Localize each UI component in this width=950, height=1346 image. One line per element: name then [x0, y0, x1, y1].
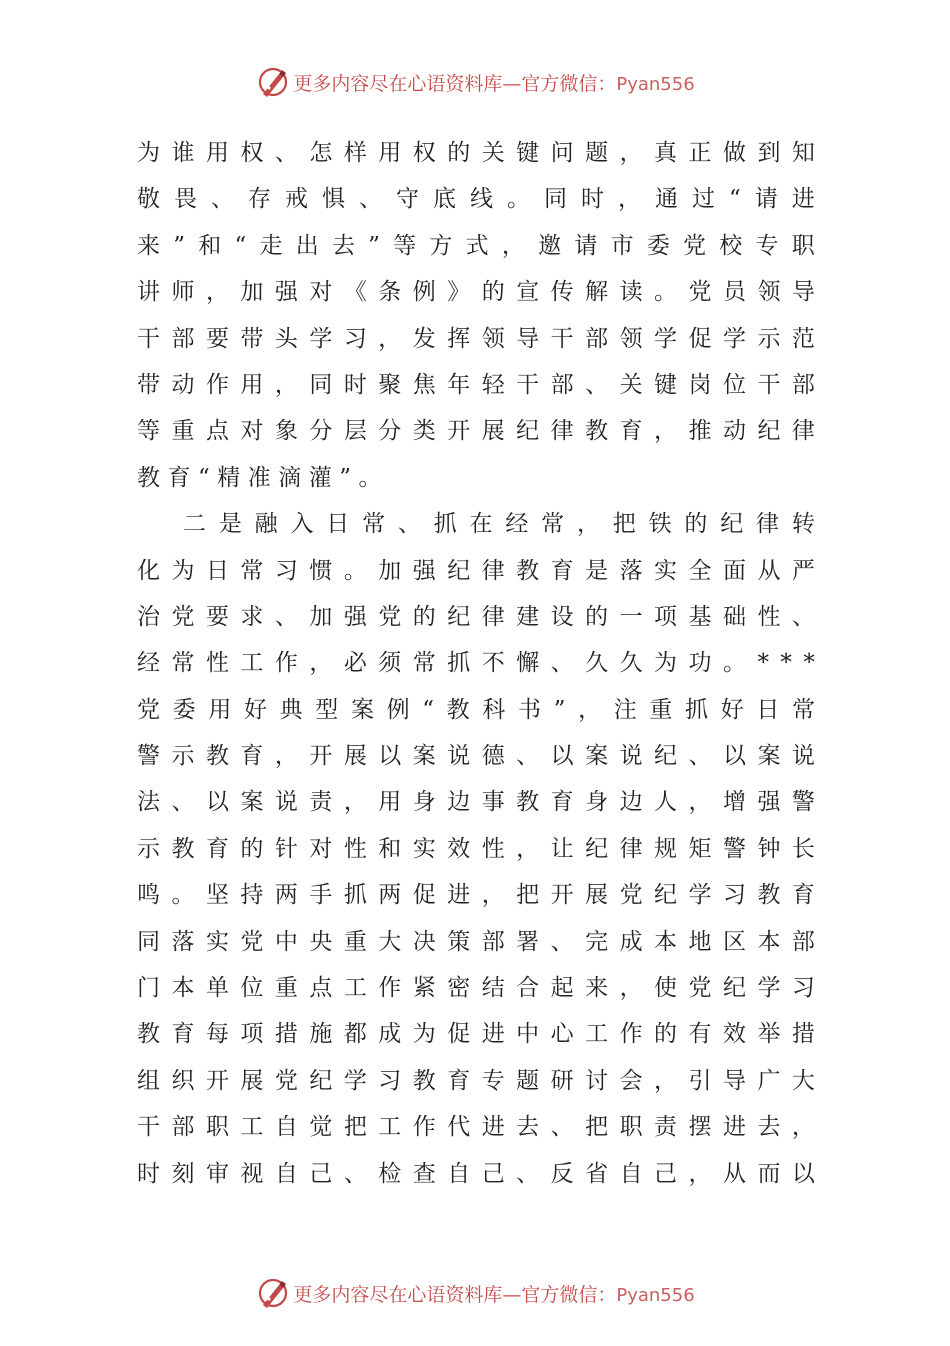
pen-logo-icon [255, 1275, 291, 1311]
text-line: 化 为 日 常 习 惯 。 加 强 纪 律 教 育 是 落 实 全 面 从 严 [137, 557, 815, 584]
text-line: 门 本 单 位 重 点 工 作 紧 密 结 合 起 来 ， 使 党 纪 学 习 [137, 975, 815, 1002]
footer-watermark-banner [0, 1273, 950, 1313]
banner-text: 更多内容尽在心语资料库—官方微信：Pyan556 [293, 72, 695, 95]
text-line: 敬 畏 、 存 戒 惧 、 守 底 线 。 同 时 ， 通 过 “ 请 进 [137, 186, 815, 213]
text-line: 时 刻 审 视 自 己 、 检 查 自 己 、 反 省 自 己 ， 从 而 以 [137, 1160, 815, 1187]
text-line: 干 部 要 带 头 学 习 ， 发 挥 领 导 干 部 领 学 促 学 示 范 [137, 325, 815, 352]
text-line: 带 动 作 用 ， 同 时 聚 焦 年 轻 干 部 、 关 键 岗 位 干 部 [137, 371, 815, 398]
banner-wechat-id: Pyan556 [616, 1284, 695, 1306]
text-line: 二 是 融 入 日 常 、 抓 在 经 常 ， 把 铁 的 纪 律 转 [183, 511, 815, 538]
text-line: 教育“精准滴灌”。 [137, 464, 390, 491]
text-line: 讲 师 ， 加 强 对 《 条 例 》 的 宣 传 解 读 。 党 员 领 导 [137, 279, 815, 306]
text-line: 鸣 。 坚 持 两 手 抓 两 促 进 ， 把 开 展 党 纪 学 习 教 育 [137, 882, 815, 909]
header-watermark-banner [0, 62, 950, 102]
text-line: 治 党 要 求 、 加 强 党 的 纪 律 建 设 的 一 项 基 础 性 、 [137, 603, 815, 630]
text-line: 干 部 职 工 自 觉 把 工 作 代 进 去 、 把 职 责 摆 进 去 ， [137, 1114, 815, 1141]
banner-wechat-id: Pyan556 [616, 73, 695, 95]
text-line: 同 落 实 党 中 央 重 大 决 策 部 署 、 完 成 本 地 区 本 部 [137, 928, 815, 955]
text-line: 教 育 每 项 措 施 都 成 为 促 进 中 心 工 作 的 有 效 举 措 [137, 1021, 815, 1048]
text-line: 示 教 育 的 针 对 性 和 实 效 性 ， 让 纪 律 规 矩 警 钟 长 [137, 835, 815, 862]
text-line: 经 常 性 工 作 ， 必 须 常 抓 不 懈 、 久 久 为 功 。 * * * [137, 650, 815, 677]
text-line: 党 委 用 好 典 型 案 例 “ 教 科 书 ” ， 注 重 抓 好 日 常 [137, 696, 815, 723]
text-line: 组 织 开 展 党 纪 学 习 教 育 专 题 研 讨 会 ， 引 导 广 大 [137, 1067, 815, 1094]
document-body [137, 130, 815, 1197]
text-line: 来 ” 和 “ 走 出 去 ” 等 方 式 ， 邀 请 市 委 党 校 专 职 [137, 232, 815, 259]
text-line: 警 示 教 育 ， 开 展 以 案 说 德 、 以 案 说 纪 、 以 案 说 [137, 743, 815, 770]
text-line: 法 、 以 案 说 责 ， 用 身 边 事 教 育 身 边 人 ， 增 强 警 [137, 789, 815, 816]
pen-logo-icon [255, 64, 291, 100]
text-line: 为 谁 用 权 、 怎 样 用 权 的 关 键 问 题 ， 真 正 做 到 知 [137, 140, 815, 166]
text-line: 等 重 点 对 象 分 层 分 类 开 展 纪 律 教 育 ， 推 动 纪 律 [137, 418, 815, 445]
banner-text: 更多内容尽在心语资料库—官方微信：Pyan556 [293, 1283, 695, 1306]
